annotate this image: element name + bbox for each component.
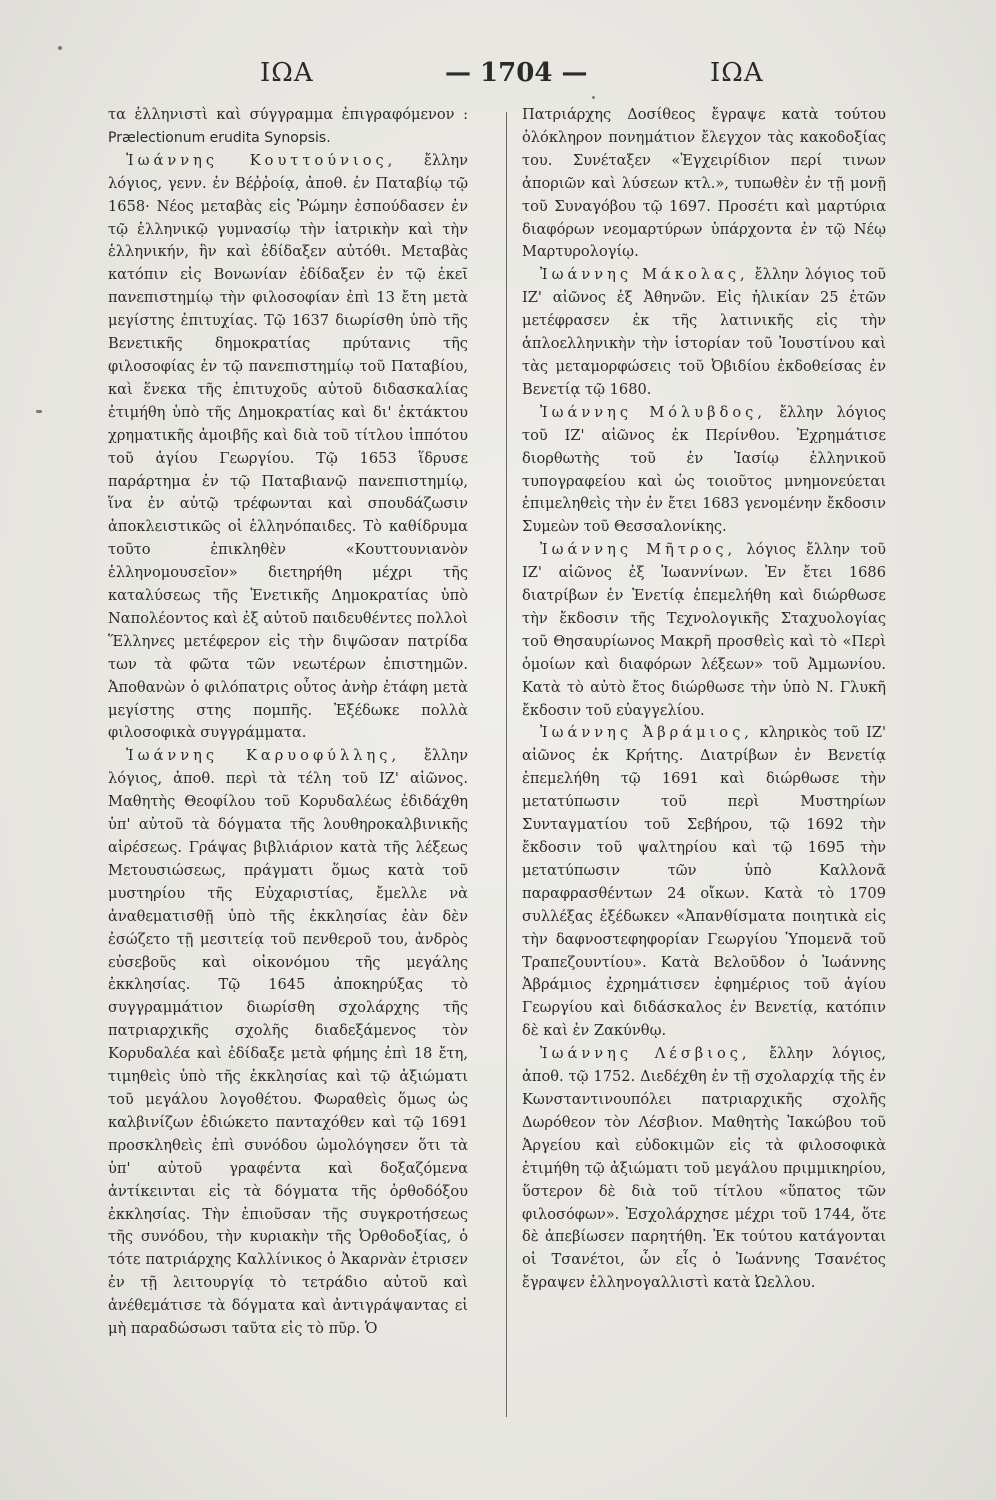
entry-name: Ἰωάννης Μόλυβδος, — [540, 403, 766, 421]
left-column — [108, 104, 468, 1341]
entry-molyvdos — [522, 402, 886, 539]
entry-karyofyllis — [108, 745, 468, 1341]
entry-mitros — [522, 539, 886, 722]
paper-speck — [592, 96, 595, 99]
entry-text: ἔλλην λόγιος τοῦ ΙΖ' αἰῶνος ἐξ Ἀθηνῶν. Εἰς ἡλικίαν 25 ἐτῶν μετέφρασεν ἐκ τῆς λατινικῆς εἰς τὴν ἁπλοελληνικὴν τὴν ἱστορίαν τοῦ Ἰουστίνου καὶ τὰς μεταμορφώσεις τοῦ Ὀβιδίου ἐκδοθείσας ἐν Βενετίᾳ τῷ 1680. — [522, 266, 886, 398]
left-intro-latin: Prælectionum erudita Synopsis. — [108, 129, 331, 146]
entry-name: Ἰωάννης Κουττούνιος, — [126, 151, 397, 169]
entry-makolas — [522, 264, 886, 401]
column-divider — [506, 112, 507, 1417]
entry-text: κληρικὸς τοῦ ΙΖ' αἰῶνος ἐκ Κρήτης. Διατρίβων ἐν Βενετίᾳ ἐπεμελήθη τῷ 1691 καὶ διώρθωσε τὴν μετατύπωσιν τοῦ περὶ Μυστηρίων Συνταγματίου τοῦ Σεβήρου, τῷ 1692 τὴν ἔκδοσιν τοῦ ψαλτηρίου καὶ τῷ 1695 τὴν μετατύπωσιν τῶν ὑπὸ Καλλονᾶ παραφρασθέντων 24 οἴκων. Κατὰ τὸ 1709 συλλέξας ἐξέδωκεν «Ἀπανθίσματα ποιητικὰ εἰς τὴν δαφνοστεφηφορίαν Γεωργίου Ὑπομενᾶ τοῦ Τραπεζουντίου». Κατὰ Βελοῦδον ὁ Ἰωάννης Ἀβράμιος ἐχρημάτισεν ἐφημέριος τοῦ ἁγίου Γεωργίου καὶ διδάσκαλος ἐν Βενετίᾳ, κατόπιν δὲ καὶ ἐν Ζακύνθῳ. — [522, 724, 886, 1040]
paper-speck — [58, 46, 62, 50]
entry-text: ἔλλην λόγιος τοῦ ΙΖ' αἰῶνος ἐκ Περίνθου. Ἐχρημάτισε διορθωτὴς τοῦ ἐν Ἰασίῳ ἑλληνικοῦ τυπογραφείου καὶ ὡς τοιοῦτος μνημονεύεται ἐπιμεληθεὶς τὴν ἐν ἔτει 1683 γενομένην ἔκδοσιν Συμεὼν τοῦ Θεσσαλονίκης. — [522, 403, 886, 536]
paper-speck — [36, 410, 42, 413]
entry-text: ἔλλην λόγιος, ἀποθ. τῷ 1752. Διεδέχθη ἐν τῇ σχολαρχίᾳ τῆς ἐν Κωνσταντινουπόλει πατριαρχικῆς σχολῆς Δωρόθεον τὸν Λέσβιον. Μαθητὴς Ἰακώβου τοῦ Ἀργείου καὶ εὐδοκιμῶν εἰς τὰ φιλοσοφικὰ ἐτιμήθη τῷ ἀξιώματι τοῦ μεγάλου πριμμικηρίου, ὕστερον δὲ διὰ τοῦ τίτλου «ὕπατος τῶν φιλοσόφων». Ἐσχολάρχησε μέχρι τοῦ 1744, ὅτε δὲ ἀπεβίωσεν παρητήθη. Ἐκ τούτου κατάγονται οἱ Τσανέτοι, ὧν εἷς ὁ Ἰωάννης Τσανέτος ἔγραψεν ἑλληνογαλλιστὶ κατὰ Ὠελλου. — [522, 1045, 886, 1292]
entry-text: ἔλλην λόγιος, ἀποθ. περὶ τὰ τέλη τοῦ ΙΖ' αἰῶνος. Μαθητὴς Θεοφίλου τοῦ Κορυδαλέως ἐδιδάχθη ὑπ' αὐτοῦ τὰ δόγματα τῆς λουθηροκαλβινικῆς αἱρέσεως. Γράψας βιβλιάριον κατὰ τῆς λέξεως Μετουσιώσεως, πράγματι ὅμως κατὰ τοῦ μυστηρίου τῆς Εὐχαριστίας, ἔμελλε νὰ ἀναθεματισθῇ ὑπὸ τῆς ἐκκλησίας ἐὰν δὲν ἐσώζετο τῇ μεσιτείᾳ τοῦ πενθεροῦ του, ἀνδρὸς εὐσεβοῦς καὶ οἰκονόμου τῆς μεγάλης ἐκκλησίας. Τῷ 1645 ἀποκηρύξας τὸ συγγραμμάτιον διωρίσθη σχολάρχης τῆς πατριαρχικῆς σχολῆς διαδεξάμενος τὸν Κορυδαλέα καὶ ἐδίδαξε μετὰ φήμης ἐπὶ 18 ἔτη, τιμηθεὶς ὑπὸ τῆς ἐκκλησίας καὶ τῷ ἀξιώματι τοῦ μεγάλου λογοθέτου. Φωραθεὶς ὅμως ὡς καλβινίζων ἐδιώκετο πανταχόθεν καὶ τῷ 1691 προσκληθεὶς ἐπὶ συνόδου ὡμολόγησεν ὅτι τὰ ὑπ' αὐτοῦ γραφέντα καὶ δοξαζόμενα ἀντίκεινται εἰς τὰ δόγματα τῆς ὀρθοδόξου ἐκκλησίας. Τὴν ἐπιοῦσαν τῆς συγκροτήσεως τῆς συνόδου, τὴν κυριακὴν τῆς Ὀρθοδοξίας, ὁ τότε πατριάρχης Καλλίνικος ὁ Ἀκαρνὰν ἐτρισεν ἐν τῇ λειτουργίᾳ τὸ τετράδιο αὐτοῦ καὶ ἀνέθεμάτισε τὰ δόγματα καὶ ἀντιγράψαντας εἰ μὴ παραδώσωσι ταῦτα εἰς τὸ πῦρ. Ὁ — [108, 747, 468, 1338]
right-continuation: Πατριάρχης Δοσίθεος ἔγραψε κατὰ τούτου ὁλόκληρον πονημάτιον ἔλεγχον τὰς κακοδοξίας του. Συνέταξεν «Ἐγχειρίδιον περί τινων ἀποριῶν καὶ λύσεων κτλ.», τυπωθὲν ἐν τῇ μονῇ τοῦ Συναγόβου τῷ 1697. Προσέτι καὶ μαρτύρια διαφόρων νεομαρτύρων ὑπάρχοντα ἐν τῷ Νέῳ Μαρτυρολογίῳ. — [522, 106, 886, 261]
entry-name: Ἰωάννης Λέσβιος, — [540, 1045, 751, 1063]
entry-kouttounios — [108, 150, 468, 746]
entry-avramios — [522, 722, 886, 1043]
left-intro-text — [108, 104, 468, 150]
right-column — [522, 104, 886, 1295]
header-right-abbrev: ΙΩΑ — [710, 58, 764, 88]
entry-name: Ἰωάννης Μῆτρος, — [540, 541, 737, 559]
entry-name: Ἰωάννης Ἀβράμιος, — [540, 724, 753, 742]
entry-text: λόγιος ἔλλην τοῦ ΙΖ' αἰῶνος ἐξ Ἰωαννίνων. Ἐν ἔτει 1686 διατρίβων ἐν Ἑνετίᾳ ἐπεμελήθη καὶ διώρθωσε τὴν ἔκδοσιν τῆς Τεχνολογικῆς Σταχυολογίας τοῦ Θησαυρίωνος Μακρῆ προσθεὶς καὶ τὸ «Περὶ ὁμοίων καὶ διαφόρων λέξεων» τοῦ Ἀμμωνίου. Κατὰ τὸ αὐτὸ ἔτος διώρθωσε τὴν ὑπὸ Ν. Γλυκῆ ἔκδοσιν τοῦ εὐαγγελίου. — [522, 541, 886, 719]
page-number: — 1704 — — [445, 58, 588, 88]
header-left-abbrev: ΙΩΑ — [260, 58, 314, 88]
entry-text: ἔλλην λόγιος, γενν. ἐν Βέῤῥοίᾳ, ἀποθ. ἐν Παταβίῳ τῷ 1658· Νέος μεταβὰς εἰς Ῥώμην ἐσπούδασεν ἐν τῷ ἑλληνικῷ γυμνασίῳ τὴν ἰατρικὴν καὶ τὴν ἑλληνικήν, ἣν καὶ ἐδίδαξεν αὐτόθι. Μεταβὰς κατόπιν εἰς Βονωνίαν ἐδίδαξεν ἐν τῷ ἐκεῖ πανεπιστημίῳ τὴν φιλοσοφίαν ἐπὶ 13 ἔτη μετὰ μεγίστης ἐπιτυχίας. Τῷ 1637 διωρίσθη ὑπὸ τῆς Βενετικῆς δημοκρατίας πρύτανις τῆς φιλοσοφίας ἐν τῷ πανεπιστημίῳ τοῦ Παταβίου, καὶ ἕνεκα τῆς ἐπιτυχοῦς αὐτοῦ διδασκαλίας ἐτιμήθη ὑπὸ τῆς Δημοκρατίας καὶ δι' ἐκτάκτου χρηματικῆς ἀμοιβῆς καὶ διὰ τοῦ τίτλου ἱππότου τοῦ ἁγίου Γεωργίου. Τῷ 1653 ἵδρυσε παράρτημα ἐν τῷ Παταβιανῷ πανεπιστημίῳ, ἵνα ἐν αὐτῷ τρέφωνται καὶ σπουδάζωσιν ἀποκλειστικῶς οἱ ἑλληνόπαιδες. Τὸ καθίδρυμα τοῦτο ἐπικληθὲν «Κουττουνιανὸν ἑλληνομουσεῖον» διετηρήθη μέχρι τῆς καταλύσεως τῆς Ἑνετικῆς Δημοκρατίας ὑπὸ Ναπολέοντος καὶ ἐξ αὐτοῦ παιδευθέντες πολλοὶ Ἕλληνες μετέφερον εἰς τὴν διψῶσαν πατρίδα των τὰ φῶτα τῶν νεωτέρων ἐπιστημῶν. Ἀποθανὼν ὁ φιλόπατρις οὗτος ἀνὴρ ἐτάφη μετὰ μεγίστης στης πομπῆς. Ἐξέδωκε πολλὰ φιλοσοφικὰ συγγράμματα. — [108, 151, 468, 742]
entry-name: Ἰωάννης Μάκολας, — [540, 266, 749, 284]
entry-lesvios — [522, 1043, 886, 1295]
entry-name: Ἰωάννης Καρυοφύλλης, — [126, 747, 401, 765]
page-header — [100, 58, 900, 98]
left-intro-greek: τα ἑλληνιστὶ καὶ σύγγραμμα ἐπιγραφόμενον : — [108, 106, 468, 123]
